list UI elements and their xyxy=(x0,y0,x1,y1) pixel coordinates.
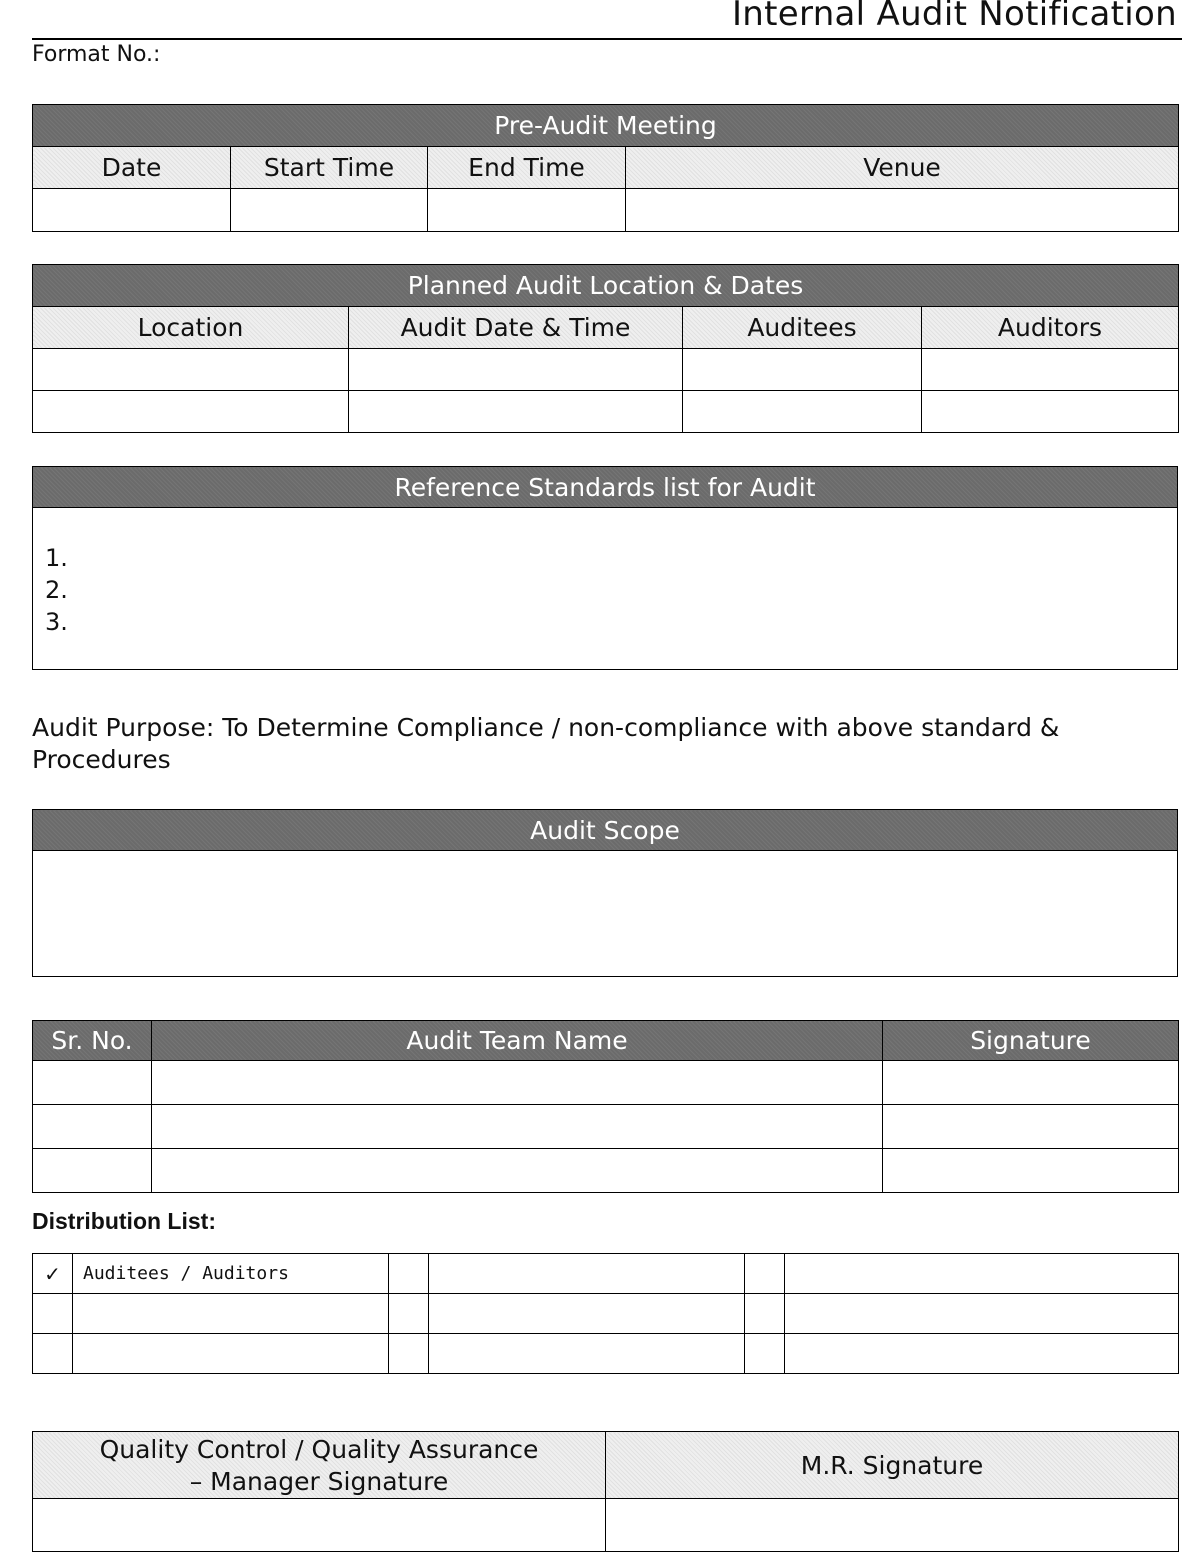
distribution-entry[interactable] xyxy=(785,1294,1179,1334)
pre-audit-meeting-table xyxy=(32,104,1179,232)
distribution-entry[interactable] xyxy=(429,1254,745,1294)
reference-standards-table xyxy=(32,466,1178,670)
audit-scope-field[interactable] xyxy=(33,851,1178,977)
qc-heading-line2: – Manager Signature xyxy=(189,1467,449,1496)
audit-date-time-cell[interactable] xyxy=(349,349,683,391)
col-end-time: End Time xyxy=(428,147,626,189)
audit-purpose-text: Audit Purpose: To Determine Compliance / non-compliance with above standard & Procedures xyxy=(32,713,1060,774)
distribution-list-title: Distribution List: xyxy=(32,1208,216,1234)
planned-audit-heading: Planned Audit Location & Dates xyxy=(33,265,1179,307)
sr-no-cell[interactable] xyxy=(33,1105,152,1149)
planned-audit-table xyxy=(32,264,1179,433)
checkbox-cell[interactable] xyxy=(33,1334,73,1374)
checkbox-cell[interactable] xyxy=(745,1294,785,1334)
start-time-cell[interactable] xyxy=(231,189,428,232)
reference-standards-list[interactable] xyxy=(33,508,1178,670)
auditors-cell[interactable] xyxy=(922,391,1179,433)
sr-no-cell[interactable] xyxy=(33,1061,152,1105)
date-cell[interactable] xyxy=(33,189,231,232)
col-auditors: Auditors xyxy=(922,307,1179,349)
auditors-cell[interactable] xyxy=(922,349,1179,391)
team-name-cell[interactable] xyxy=(152,1105,883,1149)
signatures-table xyxy=(32,1431,1179,1552)
location-cell[interactable] xyxy=(33,391,349,433)
auditees-cell[interactable] xyxy=(683,391,922,433)
title-divider xyxy=(32,38,1182,40)
team-name-cell[interactable] xyxy=(152,1061,883,1105)
mr-signature-heading: M.R. Signature xyxy=(606,1432,1179,1499)
document-title: Internal Audit Notification xyxy=(731,0,1177,34)
checkbox-cell[interactable] xyxy=(389,1254,429,1294)
list-item: 1. xyxy=(45,544,68,572)
sr-no-cell[interactable] xyxy=(33,1149,152,1193)
checkbox-cell[interactable] xyxy=(389,1334,429,1374)
col-audit-team-name: Audit Team Name xyxy=(152,1021,883,1061)
signature-cell[interactable] xyxy=(883,1061,1179,1105)
venue-cell[interactable] xyxy=(626,189,1179,232)
audit-date-time-cell[interactable] xyxy=(349,391,683,433)
col-signature: Signature xyxy=(883,1021,1179,1061)
qc-heading-line1: Quality Control / Quality Assurance xyxy=(99,1435,539,1464)
audit-team-table xyxy=(32,1020,1179,1193)
distribution-entry[interactable] xyxy=(73,1294,389,1334)
distribution-entry[interactable]: Auditees / Auditors xyxy=(73,1254,389,1294)
audit-scope-table xyxy=(32,809,1178,977)
auditees-cell[interactable] xyxy=(683,349,922,391)
signature-cell[interactable] xyxy=(883,1105,1179,1149)
distribution-entry[interactable] xyxy=(785,1254,1179,1294)
checkbox-cell[interactable] xyxy=(33,1294,73,1334)
col-start-time: Start Time xyxy=(231,147,428,189)
list-item: 2. xyxy=(45,576,68,604)
distribution-list-table xyxy=(32,1253,1179,1374)
signature-cell[interactable] xyxy=(883,1149,1179,1193)
reference-standards-heading: Reference Standards list for Audit xyxy=(33,467,1178,508)
audit-scope-heading: Audit Scope xyxy=(33,810,1178,851)
qc-signature-field[interactable] xyxy=(33,1499,606,1552)
mr-signature-field[interactable] xyxy=(606,1499,1179,1552)
end-time-cell[interactable] xyxy=(428,189,626,232)
location-cell[interactable] xyxy=(33,349,349,391)
col-sr-no: Sr. No. xyxy=(33,1021,152,1061)
col-auditees: Auditees xyxy=(683,307,922,349)
distribution-entry[interactable] xyxy=(429,1294,745,1334)
list-item: 3. xyxy=(45,608,68,636)
format-no-label: Format No.: xyxy=(32,42,161,67)
check-mark-icon[interactable]: ✓ xyxy=(33,1254,73,1294)
team-name-cell[interactable] xyxy=(152,1149,883,1193)
checkbox-cell[interactable] xyxy=(745,1254,785,1294)
checkbox-cell[interactable] xyxy=(745,1334,785,1374)
qc-qa-manager-signature-heading xyxy=(33,1432,606,1499)
col-audit-date-time: Audit Date & Time xyxy=(349,307,683,349)
distribution-entry[interactable] xyxy=(73,1334,389,1374)
pre-audit-meeting-heading: Pre-Audit Meeting xyxy=(33,105,1179,147)
col-date: Date xyxy=(33,147,231,189)
checkbox-cell[interactable] xyxy=(389,1294,429,1334)
col-venue: Venue xyxy=(626,147,1179,189)
distribution-entry[interactable] xyxy=(429,1334,745,1374)
distribution-entry[interactable] xyxy=(785,1334,1179,1374)
col-location: Location xyxy=(33,307,349,349)
